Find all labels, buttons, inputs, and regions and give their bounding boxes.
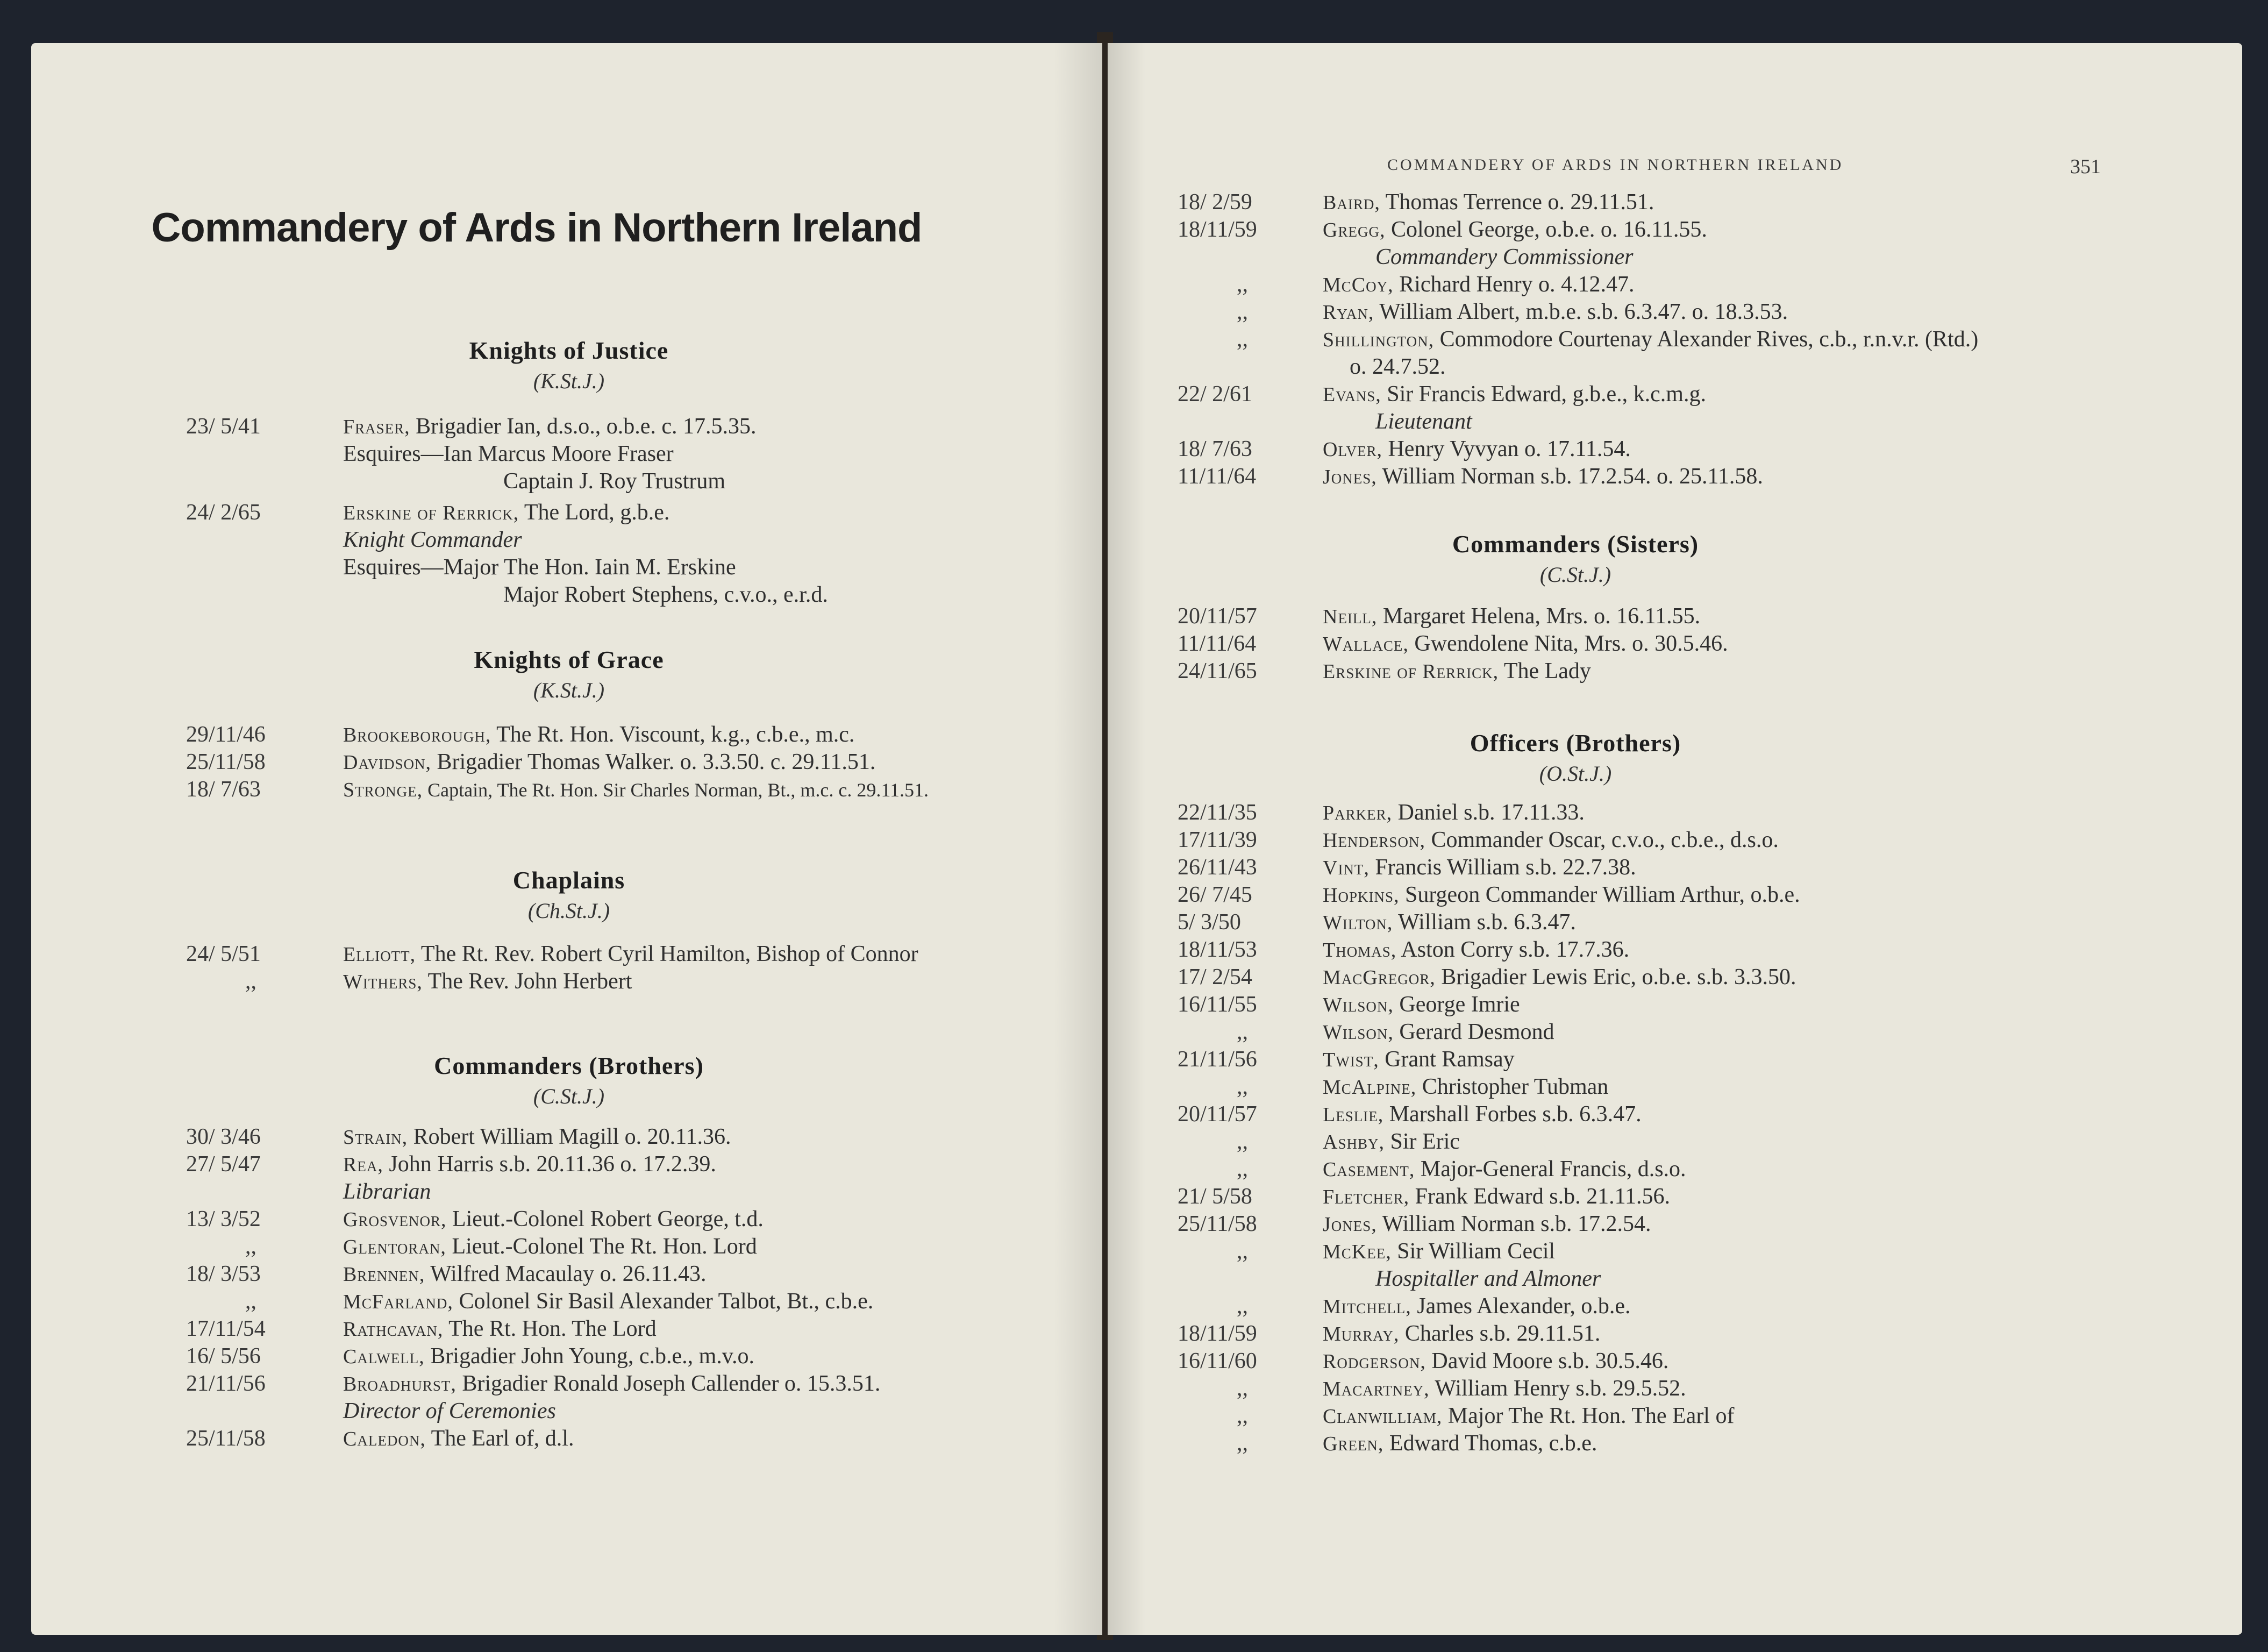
entry-detail: James Alexander, o.b.e. — [1411, 1294, 1631, 1319]
entry-name: McFarland, — [343, 1291, 453, 1313]
ditto-mark: ,, — [1237, 327, 1248, 352]
entry-date: 18/ 3/53 — [186, 1262, 261, 1286]
right-page — [1108, 43, 2242, 1635]
ditto-mark: ,, — [245, 1289, 256, 1314]
entry-detail: Commander Oscar, c.v.o., c.b.e., d.s.o. — [1425, 828, 1779, 852]
section-order: (Ch.St.J.) — [527, 899, 610, 923]
entry-date: 25/11/58 — [1178, 1212, 1257, 1236]
entry-name: Thomas, — [1323, 939, 1397, 962]
entry-name: Brookeborough, — [343, 724, 491, 746]
section-heading: Knights of Grace — [474, 646, 664, 673]
section-order: (O.St.J.) — [1539, 761, 1612, 786]
entry-date: 11/11/64 — [1178, 631, 1257, 656]
entry-name: Rathcavan, — [343, 1318, 444, 1341]
entry-date: 17/11/54 — [186, 1316, 266, 1341]
entry-date: 16/11/55 — [1178, 992, 1257, 1017]
entry-date: 17/11/39 — [1178, 828, 1257, 852]
entry-name: Jones, — [1323, 1213, 1377, 1236]
entry-detail: The Earl of, d.l. — [425, 1426, 574, 1451]
entry-detail: Gerard Desmond — [1393, 1020, 1554, 1044]
entry-detail: Margaret Helena, Mrs. o. 16.11.55. — [1377, 604, 1701, 629]
entry-detail: Daniel s.b. 17.11.33. — [1392, 800, 1585, 825]
section-order: (K.St.J.) — [533, 369, 605, 393]
entry-detail: Major The Rt. Hon. The Earl of — [1442, 1404, 1735, 1428]
entry-detail: William Norman s.b. 17.2.54. — [1377, 1212, 1651, 1236]
entry-name: Wallace, — [1323, 633, 1409, 656]
entry-role: Lieutenant — [1375, 409, 1472, 434]
section-order: (C.St.J.) — [1539, 562, 1611, 587]
entry-detail: Richard Henry o. 4.12.47. — [1393, 272, 1635, 297]
entry-name: Parker, — [1323, 802, 1393, 824]
ditto-mark: ,, — [245, 969, 256, 994]
entry-detail: Edward Thomas, c.b.e. — [1383, 1431, 1597, 1456]
entry-date: 26/11/43 — [1178, 855, 1257, 880]
entry-name: McCoy, — [1323, 274, 1394, 296]
entry-detail: Captain, The Rt. Hon. Sir Charles Norman, Bt., m.c. c. 29.11.51. — [423, 779, 929, 801]
entry-detail: o. 24.7.52. — [1350, 354, 1446, 379]
entry-name: McAlpine, — [1323, 1076, 1417, 1099]
entry-date: 13/ 3/52 — [186, 1207, 261, 1231]
entry-detail: Robert William Magill o. 20.11.36. — [408, 1124, 731, 1149]
entry-detail: Frank Edward s.b. 21.11.56. — [1409, 1184, 1671, 1209]
entry-detail: The Lady — [1499, 659, 1591, 683]
entry-detail: Aston Corry s.b. 17.7.36. — [1396, 937, 1630, 962]
entry-name: Wilton, — [1323, 912, 1393, 934]
entry-name: Casement, — [1323, 1158, 1415, 1181]
entry-name: Glentoran, — [343, 1236, 446, 1258]
entry-detail: Major-General Francis, d.s.o. — [1415, 1157, 1686, 1181]
entry-name: Hopkins, — [1323, 884, 1400, 907]
entry-date: 21/ 5/58 — [1178, 1184, 1252, 1209]
entry-date: 21/11/56 — [186, 1371, 266, 1396]
entry-name: Macartney, — [1323, 1378, 1430, 1400]
entry-detail: Thomas Terrence o. 29.11.51. — [1380, 190, 1654, 215]
entry-name: Ashby, — [1323, 1131, 1385, 1153]
entry-detail: Brigadier John Young, c.b.e., m.v.o. — [424, 1344, 755, 1369]
entry-name: Broadhurst, — [343, 1373, 457, 1395]
entry-name: Fletcher, — [1323, 1186, 1410, 1208]
entry-detail: Henry Vyvyan o. 17.11.54. — [1382, 437, 1631, 461]
entry-date: 22/ 2/61 — [1178, 382, 1252, 407]
entry-date: 24/ 2/65 — [186, 500, 261, 525]
entry-date: 20/11/57 — [1178, 604, 1257, 629]
entry-detail: Colonel Sir Basil Alexander Talbot, Bt., c.b.e. — [453, 1289, 874, 1314]
entry-detail: George Imrie — [1393, 992, 1520, 1017]
entry-detail: Brigadier Lewis Eric, o.b.e. s.b. 3.3.50. — [1435, 965, 1796, 989]
entry-detail: The Rt. Hon. The Lord — [443, 1316, 657, 1341]
entry-name: Murray, — [1323, 1323, 1400, 1345]
page-number: 351 — [2070, 155, 2101, 178]
entry-date: 18/11/53 — [1178, 937, 1257, 962]
entry-detail: Major Robert Stephens, c.v.o., e.r.d. — [503, 582, 828, 607]
entry-name: Vint, — [1323, 857, 1370, 879]
entry-date: 30/ 3/46 — [186, 1124, 261, 1149]
entry-date: 16/11/60 — [1178, 1349, 1257, 1373]
entry-detail: Surgeon Commander William Arthur, o.b.e. — [1399, 882, 1800, 907]
entry-date: 18/ 2/59 — [1178, 190, 1252, 215]
entry-name: Leslie, — [1323, 1103, 1384, 1126]
entry-detail: The Rt. Hon. Viscount, k.g., c.b.e., m.c. — [491, 722, 855, 747]
entry-detail: Captain J. Roy Trustrum — [503, 469, 726, 494]
ditto-mark: ,, — [1237, 272, 1248, 297]
section-order: (C.St.J.) — [533, 1084, 605, 1108]
section-order: (K.St.J.) — [533, 678, 605, 702]
entry-detail: Christopher Tubman — [1416, 1074, 1609, 1099]
entry-detail: Sir William Cecil — [1391, 1239, 1556, 1264]
entry-name: Brennen, — [343, 1263, 425, 1286]
entry-detail: Sir Francis Edward, g.b.e., k.c.m.g. — [1381, 382, 1706, 407]
entry-name: Ryan, — [1323, 301, 1374, 324]
entry-name: Erskine of Rerrick, — [1323, 660, 1499, 683]
entry-detail: Sir Eric — [1384, 1129, 1460, 1154]
entry-detail: Marshall Forbes s.b. 6.3.47. — [1383, 1102, 1642, 1127]
entry-detail: Charles s.b. 29.11.51. — [1399, 1321, 1601, 1346]
entry-name: Olver, — [1323, 438, 1382, 461]
entry-name: Gregg, — [1323, 219, 1386, 241]
entry-name: Baird, — [1323, 191, 1380, 214]
entry-date: 21/11/56 — [1178, 1047, 1257, 1072]
entry-name: Grosvenor, — [343, 1208, 447, 1231]
entry-detail: Commodore Courtenay Alexander Rives, c.b., r.n.v.r. (Rtd.) — [1434, 327, 1979, 352]
entry-name: Calwell, — [343, 1345, 425, 1368]
section-heading: Commanders (Sisters) — [1452, 530, 1699, 558]
entry-date: 24/ 5/51 — [186, 942, 261, 966]
entry-name: Green, — [1323, 1433, 1384, 1455]
entry-name: Evans, — [1323, 383, 1381, 406]
entry-name: Wilson, — [1323, 1021, 1394, 1044]
entry-date: 5/ 3/50 — [1178, 910, 1241, 935]
entry-name: Wilson, — [1323, 994, 1394, 1016]
entry-date: 23/ 5/41 — [186, 414, 261, 439]
entry-date: 11/11/64 — [1178, 464, 1257, 489]
entry-role: Commandery Commissioner — [1375, 245, 1634, 269]
entry-name: Rodgerson, — [1323, 1350, 1426, 1373]
entry-detail: Gwendolene Nita, Mrs. o. 30.5.46. — [1408, 631, 1728, 656]
ditto-mark: ,, — [1237, 300, 1248, 324]
entry-date: 18/ 7/63 — [1178, 437, 1252, 461]
entry-name: Strain, — [343, 1126, 408, 1149]
entry-detail: Brigadier Ian, d.s.o., o.b.e. c. 17.5.35. — [410, 414, 757, 439]
ditto-mark: ,, — [1237, 1294, 1248, 1319]
ditto-mark: ,, — [1237, 1239, 1248, 1264]
entry-name: MacGregor, — [1323, 966, 1436, 989]
entry-detail: The Rev. John Herbert — [422, 969, 632, 994]
entry-date: 25/11/58 — [186, 1426, 266, 1451]
entry-date: 22/11/35 — [1178, 800, 1257, 825]
section-heading: Knights of Justice — [469, 337, 669, 364]
ditto-mark: ,, — [1237, 1404, 1248, 1428]
entry-role: Hospitaller and Almoner — [1375, 1266, 1601, 1291]
entry-detail: The Rt. Rev. Robert Cyril Hamilton, Bishop of Connor — [416, 942, 918, 966]
entry-name: Erskine of Rerrick, — [343, 502, 519, 524]
entry-name: Henderson, — [1323, 829, 1425, 852]
entry-detail: Wilfred Macaulay o. 26.11.43. — [425, 1262, 707, 1286]
page-title: Commandery of Ards in Northern Ireland — [151, 205, 922, 251]
entry-date: 18/11/59 — [1178, 1321, 1257, 1346]
entry-role: Librarian — [343, 1179, 431, 1204]
section-heading: Chaplains — [512, 866, 625, 894]
entry-name: Withers, — [343, 971, 423, 993]
ditto-mark: ,, — [1237, 1074, 1248, 1099]
entry-detail: Grant Ramsay — [1379, 1047, 1515, 1072]
section-heading: Commanders (Brothers) — [434, 1052, 704, 1079]
entry-detail: William s.b. 6.3.47. — [1393, 910, 1576, 935]
entry-date: 18/ 7/63 — [186, 777, 261, 802]
entry-name: Twist, — [1323, 1049, 1379, 1071]
ditto-mark: ,, — [1237, 1376, 1248, 1401]
ditto-mark: ,, — [1237, 1431, 1248, 1456]
entry-detail: David Moore s.b. 30.5.46. — [1425, 1349, 1669, 1373]
entry-detail: Lieut.-Colonel Robert George, t.d. — [446, 1207, 764, 1231]
entry-name: Fraser, — [343, 416, 410, 438]
entry-date: 24/11/65 — [1178, 659, 1257, 683]
entry-date: 16/ 5/56 — [186, 1344, 261, 1369]
entry-detail: Brigadier Thomas Walker. o. 3.3.50. c. 29.11.51. — [431, 750, 876, 774]
entry-name: Caledon, — [343, 1428, 426, 1450]
ditto-mark: ,, — [1237, 1020, 1248, 1044]
entry-name: Shillington, — [1323, 329, 1435, 351]
entry-name: Neill, — [1323, 606, 1378, 628]
entry-detail: Lieut.-Colonel The Rt. Hon. Lord — [446, 1234, 757, 1259]
entry-date: 26/ 7/45 — [1178, 882, 1252, 907]
entry-name: Rea, — [343, 1153, 383, 1176]
entry-detail: John Harris s.b. 20.11.36 o. 17.2.39. — [383, 1152, 716, 1177]
entry-name: Clanwilliam, — [1323, 1405, 1443, 1428]
entry-detail: The Lord, g.b.e. — [519, 500, 670, 525]
entry-detail: William Henry s.b. 29.5.52. — [1429, 1376, 1686, 1401]
entry-detail: Esquires—Major The Hon. Iain M. Erskine — [343, 555, 736, 580]
entry-date: 18/11/59 — [1178, 217, 1257, 242]
entry-detail: Francis William s.b. 22.7.38. — [1369, 855, 1636, 880]
entry-name: Davidson, — [343, 751, 431, 774]
entry-date: 20/11/57 — [1178, 1102, 1257, 1127]
left-page — [31, 43, 1102, 1635]
ditto-mark: ,, — [1237, 1129, 1248, 1154]
entry-name: McKee, — [1323, 1241, 1392, 1263]
entry-name: Stronge, — [343, 779, 423, 801]
entry-detail: Esquires—Ian Marcus Moore Fraser — [343, 442, 674, 466]
entry-detail: William Norman s.b. 17.2.54. o. 25.11.58. — [1377, 464, 1763, 489]
entry-detail: Brigadier Ronald Joseph Callender o. 15.3.51. — [456, 1371, 881, 1396]
running-head: COMMANDERY OF ARDS IN NORTHERN IRELAND — [1387, 156, 1844, 174]
entry-role: Director of Ceremonies — [343, 1399, 556, 1423]
entry-name: Elliott, — [343, 943, 416, 966]
entry-date: 17/ 2/54 — [1178, 965, 1252, 989]
ditto-mark: ,, — [1237, 1157, 1248, 1181]
entry-name: Jones, — [1323, 466, 1377, 488]
entry-detail: William Albert, m.b.e. s.b. 6.3.47. o. 18.3.53. — [1374, 300, 1788, 324]
entry-detail: Colonel George, o.b.e. o. 16.11.55. — [1385, 217, 1707, 242]
entry-role: Knight Commander — [343, 528, 522, 552]
ditto-mark: ,, — [245, 1234, 256, 1259]
entry-date: 27/ 5/47 — [186, 1152, 261, 1177]
entry-date: 25/11/58 — [186, 750, 266, 774]
section-heading: Officers (Brothers) — [1470, 729, 1681, 757]
entry-date: 29/11/46 — [186, 722, 266, 747]
entry-name: Mitchell, — [1323, 1295, 1411, 1318]
